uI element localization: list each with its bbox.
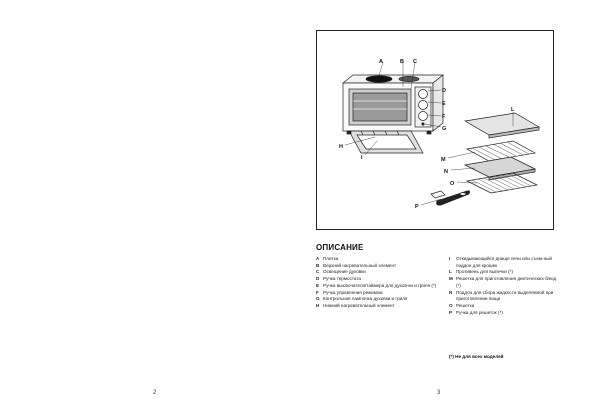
legend-item	[316, 303, 442, 310]
callout-d: D	[442, 88, 446, 94]
legend-item	[449, 310, 559, 317]
legend-letter: C	[316, 269, 320, 275]
legend-text: Верхний нагревательный элемент	[323, 262, 397, 268]
legend-text: Плитка	[323, 256, 339, 261]
legend-letter: A	[316, 256, 320, 261]
callout-n: N	[444, 169, 448, 175]
legend-letter: P	[449, 309, 453, 315]
legend-item	[449, 303, 559, 310]
legend-letter: F	[316, 289, 319, 295]
legend-text: Ручка для решеток (*)	[456, 309, 503, 315]
legend-item	[449, 290, 559, 303]
legend-text: Решетка для приготовления диетических блюд (*)	[456, 276, 557, 288]
legend-item	[316, 283, 442, 290]
page-number-left: 2	[153, 390, 157, 396]
callout-c: C	[413, 59, 417, 65]
oven-diagram	[316, 30, 554, 230]
legend-letter: I	[449, 256, 451, 261]
callout-i: I	[361, 155, 363, 161]
legend-text: Ручка термостата	[323, 276, 361, 282]
legend-left-column	[316, 256, 442, 310]
legend-letter: O	[449, 302, 453, 308]
callout-g: G	[442, 126, 447, 132]
legend-text: Освещение духовки	[323, 269, 366, 275]
legend-text: Ручка управления режимом	[323, 289, 383, 295]
legend-letter: M	[449, 276, 453, 282]
legend-text: Нижний нагревательный элемент	[323, 302, 395, 308]
legend-item	[316, 256, 442, 263]
legend-text: Откидывающийся днище печи или съем-ный поддон для крошек	[456, 256, 552, 268]
callout-l: L	[511, 107, 515, 113]
callout-o: O	[450, 181, 455, 187]
legend-text: Решетка	[456, 302, 475, 308]
page-number-right: 3	[437, 390, 441, 396]
legend-item	[316, 269, 442, 276]
legend-letter: B	[316, 262, 320, 268]
legend-text: Поддон для сбора жидкости выделяемой при приготовлении пищи	[456, 289, 554, 302]
callout-h: H	[339, 144, 343, 150]
callout-m: M	[441, 157, 446, 163]
callout-p: P	[415, 204, 419, 210]
legend-item	[316, 263, 442, 270]
legend-letter: L	[449, 269, 452, 275]
legend-item	[316, 276, 442, 283]
legend-letter: G	[316, 296, 320, 302]
callout-b: B	[400, 59, 404, 65]
callout-e: E	[442, 101, 446, 107]
legend-letter: N	[449, 289, 453, 295]
legend-right-column	[449, 256, 559, 316]
section-title: ОПИСАНИЕ	[316, 243, 364, 252]
legend-item	[316, 296, 442, 303]
legend-item	[316, 290, 442, 297]
legend-item	[449, 276, 559, 289]
legend-letter: D	[316, 276, 320, 282]
legend-letter: H	[316, 302, 320, 308]
legend-item	[449, 269, 559, 276]
legend-letter: E	[316, 282, 320, 288]
legend-text: Противень для выпечки (*)	[456, 269, 513, 275]
callout-f: F	[442, 114, 446, 120]
legend-text: Контрольная лампочка духовки и гриля	[323, 296, 408, 302]
callout-a: A	[379, 59, 383, 65]
legend-item	[449, 256, 559, 269]
footnote: (*) Не для всех моделей	[449, 354, 504, 359]
oven-illustration	[317, 31, 555, 231]
legend-text: Ручка выключателя/таймера для духов-ки и гриля (*)	[323, 282, 437, 288]
